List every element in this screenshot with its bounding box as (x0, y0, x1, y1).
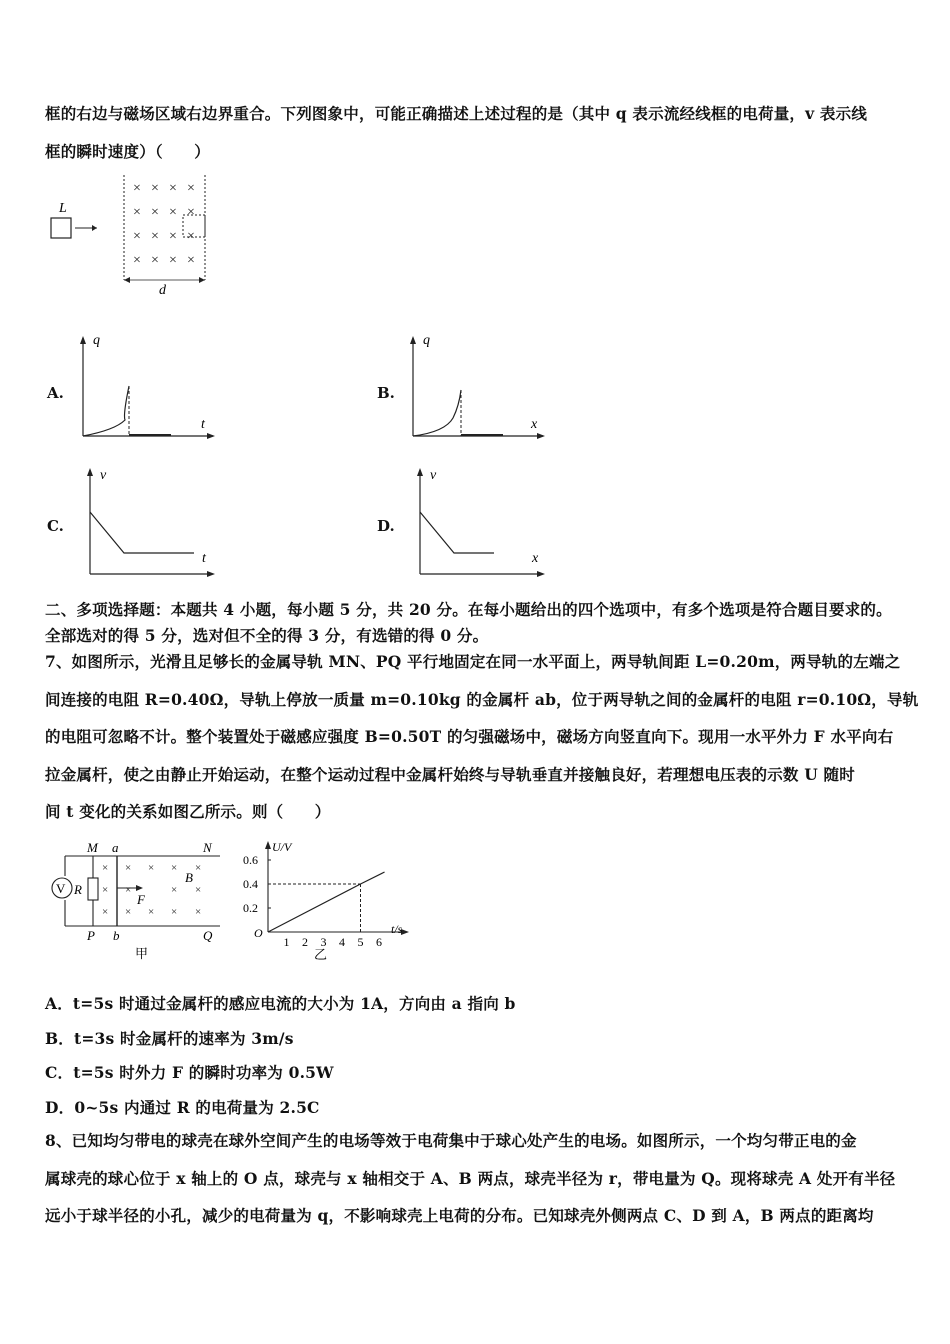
svg-text:×: × (169, 229, 177, 244)
label-P: P (87, 928, 95, 943)
q8-text-line2: 属球壳的球心位于 x 轴上的 O 点，球壳与 x 轴相交于 A、B 两点，球壳半径为 r，带电量为 Q。现将球壳 A 处开有半径 (45, 1169, 896, 1188)
svg-text:×: × (169, 253, 177, 268)
x-axis-arrow (537, 433, 545, 439)
svg-text:×: × (151, 229, 159, 244)
option-b-graph (405, 330, 550, 445)
y-tick-label: 0.6 (243, 853, 258, 867)
q7-text-line1: 7、如图所示，光滑且足够长的金属导轨 MN、PQ 平行地固定在同一水平面上，两导轨间距 L=0.20m，两导轨的左端之 (45, 652, 901, 671)
svg-text:×: × (171, 862, 178, 874)
svg-text:×: × (151, 181, 159, 196)
curve (90, 512, 194, 553)
svg-text:×: × (169, 181, 177, 196)
svg-text:×: × (151, 253, 159, 268)
y-label: q (93, 333, 100, 348)
x-label: t (202, 551, 206, 566)
x-tick-label: 1 (283, 935, 290, 949)
svg-text:×: × (133, 253, 141, 268)
q7-option-b: B．t=3s 时金属杆的速率为 3m/s (45, 1029, 294, 1048)
curve (413, 390, 461, 436)
label-a: a (112, 840, 119, 855)
option-b-label: B. (377, 384, 395, 402)
side-label-L: L (59, 201, 67, 216)
svg-text:×: × (133, 229, 141, 244)
svg-text:×: × (133, 181, 141, 196)
curve (420, 512, 494, 553)
section2-line1: 二、多项选择题：本题共 4 小题，每小题 5 分，共 20 分。在每小题给出的四个选项中，有多个选项是符合题目要求的。 (45, 600, 892, 619)
option-d-label: D. (377, 517, 395, 535)
svg-text:×: × (187, 181, 195, 196)
q7-text-line5: 间 t 变化的关系如图乙所示。则（ ） (45, 802, 331, 821)
q6-field-figure (45, 170, 225, 300)
q8-text-line1: 8、已知均匀带电的球壳在球外空间产生的电场等效于电荷集中于球心处产生的电场。如图所示，一个均匀带正电的金 (45, 1131, 857, 1150)
svg-text:×: × (169, 205, 177, 220)
q8-text-line3: 远小于球半径的小孔，减少的电荷量为 q，不影响球壳上电荷的分布。已知球壳外侧两点 C、D 到 A，B 两点的距离均 (45, 1206, 874, 1225)
y-axis-arrow (410, 336, 416, 344)
section2-line2: 全部选对的得 5 分，选对但不全的得 3 分，有选错的得 0 分。 (45, 626, 489, 645)
q7-option-c: C．t=5s 时外力 F 的瞬时功率为 0.5W (45, 1063, 334, 1082)
svg-text:×: × (195, 862, 202, 874)
y-axis-arrow (265, 841, 271, 849)
svg-text:×: × (125, 862, 132, 874)
series-line (268, 872, 385, 932)
svg-text:×: × (151, 205, 159, 220)
force-arrow-head (136, 885, 143, 891)
y-axis-arrow (417, 468, 423, 476)
resistor (88, 878, 98, 900)
q7-option-a: A．t=5s 时通过金属杆的感应电流的大小为 1A，方向由 a 指向 b (45, 994, 516, 1013)
svg-text:×: × (102, 862, 109, 874)
svg-text:×: × (133, 205, 141, 220)
x-tick-label: 4 (339, 935, 345, 949)
svg-text:×: × (195, 906, 202, 918)
svg-text:×: × (125, 884, 132, 896)
caption-jia: 甲 (135, 946, 149, 961)
svg-text:×: × (171, 906, 178, 918)
y-label: q (423, 333, 430, 348)
x-label: t (201, 417, 205, 432)
q7-text-line4: 拉金属杆，使之由静止开始运动，在整个运动过程中金属杆始终与导轨垂直并接触良好，若理想电压表的示数 U 随时 (45, 765, 855, 784)
x-tick-label: 5 (357, 935, 364, 949)
label-B: B (185, 870, 193, 885)
svg-text:×: × (148, 906, 155, 918)
voltmeter-label: V (56, 881, 66, 896)
option-a-graph (75, 330, 220, 445)
svg-text:×: × (102, 906, 109, 918)
q7-ut-graph (238, 836, 418, 966)
y-tick-label: 0.4 (243, 877, 258, 891)
svg-text:×: × (171, 884, 178, 896)
y-axis-arrow (80, 336, 86, 344)
y-tick-label: 0.2 (243, 901, 258, 915)
q7-text-line2: 间连接的电阻 R=0.40Ω，导轨上停放一质量 m=0.10kg 的金属杆 ab，位于两导轨之间的金属杆的电阻 r=0.10Ω，导轨 (45, 690, 919, 709)
width-label-d: d (159, 283, 166, 298)
svg-text:×: × (148, 862, 155, 874)
x-tick-label: 2 (302, 935, 308, 949)
label-F: F (137, 892, 145, 907)
field-crosses (133, 181, 195, 268)
x-label: x (532, 551, 539, 566)
svg-text:×: × (187, 205, 195, 220)
svg-text:×: × (187, 229, 195, 244)
q6-text-line2: 框的瞬时速度）（ ） (45, 142, 210, 161)
x-axis-arrow (207, 571, 215, 577)
label-M: M (87, 840, 98, 855)
x-axis-arrow (207, 433, 215, 439)
option-c-label: C. (47, 517, 64, 535)
y-label: v (430, 468, 437, 483)
origin-label: O (254, 926, 263, 940)
q7-text-line3: 的电阻可忽略不计。整个装置处于磁感应强度 B=0.50T 的匀强磁场中，磁场方向竖直向下。现用一水平外力 F 水平向右 (45, 727, 894, 746)
y-label: v (100, 468, 107, 483)
x-label: x (531, 417, 538, 432)
svg-text:×: × (187, 253, 195, 268)
curve (83, 386, 129, 436)
y-axis-arrow (87, 468, 93, 476)
q7-option-d: D．0~5s 内通过 R 的电荷量为 2.5C (45, 1098, 320, 1117)
x-tick-label: 3 (320, 935, 327, 949)
svg-text:×: × (195, 884, 202, 896)
label-Q: Q (203, 928, 213, 943)
option-d-graph (412, 462, 557, 580)
square-loop (51, 218, 71, 238)
label-N: N (203, 840, 212, 855)
svg-text:×: × (102, 884, 109, 896)
x-tick-label: 6 (376, 935, 382, 949)
q6-text-line1: 框的右边与磁场区域右边界重合。下列图象中，可能正确描述上述过程的是（其中 q 表示流经线框的电荷量，v 表示线 (45, 104, 868, 123)
label-b: b (113, 928, 120, 943)
option-c-graph (82, 462, 227, 580)
y-axis-label: U/V (272, 840, 292, 854)
option-a-label: A. (47, 384, 64, 402)
resistor-label: R (74, 882, 82, 897)
caption-yi: 乙 (314, 947, 328, 962)
q7-circuit-figure (45, 838, 230, 963)
x-axis-label: t/s (391, 922, 403, 936)
svg-text:×: × (125, 906, 132, 918)
x-axis-arrow (537, 571, 545, 577)
arrow-head (92, 225, 97, 231)
